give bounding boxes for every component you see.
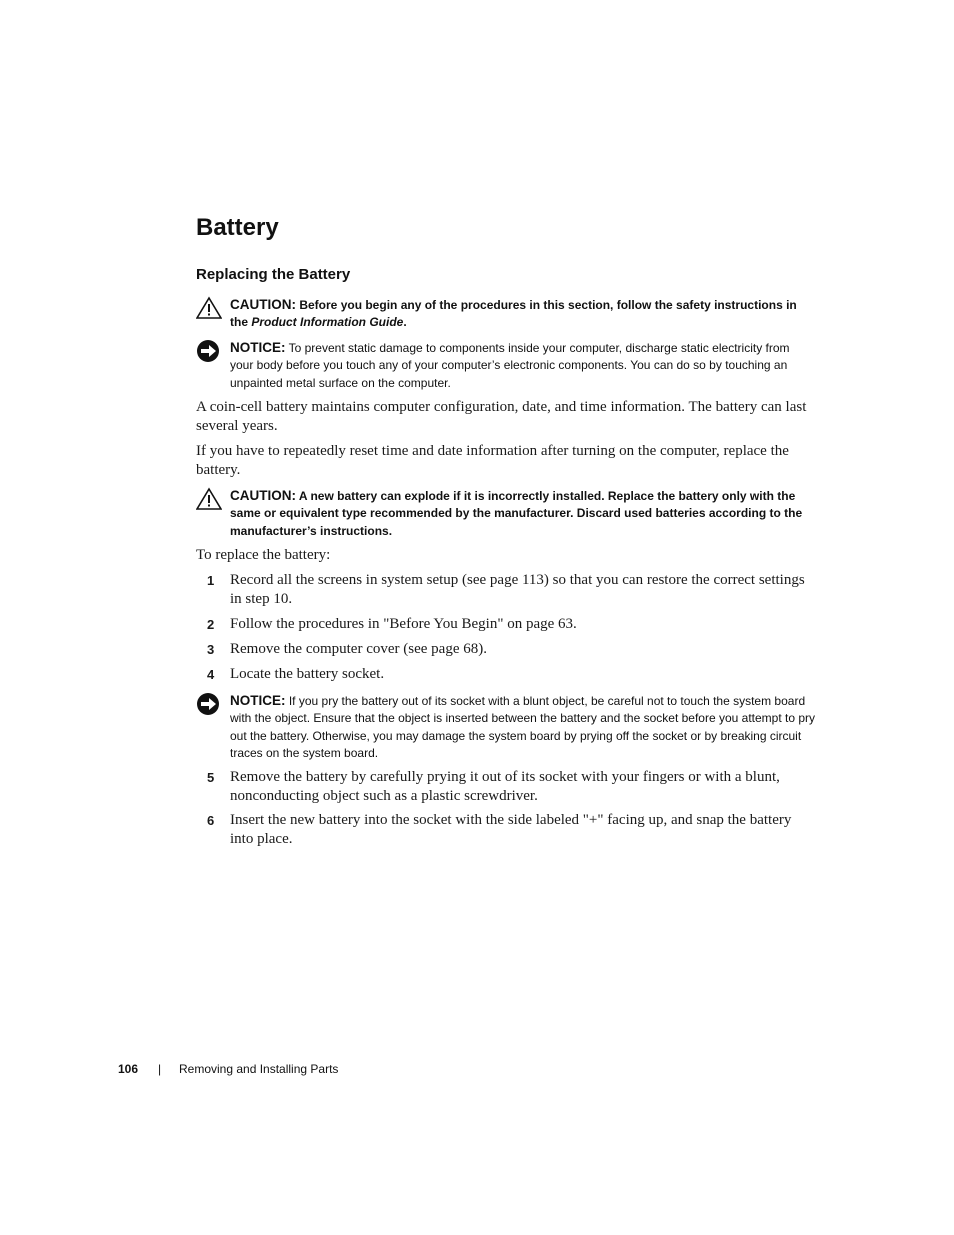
page-number: 106: [118, 1062, 139, 1076]
list-item-step-2: [196, 615, 816, 634]
notice-label: NOTICE:: [230, 340, 286, 355]
warning-icon: [196, 296, 222, 320]
paragraph-reset-info: If you have to repeatedly reset time and date information after turning on the computer, replace the battery.: [196, 443, 789, 478]
step-text: Remove the computer cover (see page 68).: [230, 641, 487, 657]
section-title: Replacing the Battery: [196, 266, 351, 283]
caution-label: CAUTION:: [230, 488, 296, 503]
step-number: 4: [207, 667, 215, 682]
notice-note-1: [196, 339, 816, 392]
caution-text: Before you begin any of the procedures in this section, follow the safety instructions in the: [230, 298, 797, 330]
caution-note-1: [196, 296, 816, 332]
caution-note-2: [196, 487, 816, 540]
step-number: 2: [207, 617, 215, 632]
list-item-step-6: [196, 811, 816, 849]
notice-text: To prevent static damage to components inside your computer, discharge static electricity from your body before you touch any of your computer’s electronic components. You can do so by touching an unpainted metal surface on the computer.: [230, 341, 790, 390]
list-item-step-5: [196, 768, 816, 806]
step-number: 1: [207, 573, 215, 588]
list-item-step-3: [196, 640, 816, 659]
list-item-step-1: [196, 571, 816, 609]
step-text: Remove the battery by carefully prying it out of its socket with your fingers or with a blunt, nonconducting object such as a plastic screwdriver.: [230, 769, 780, 804]
notice-icon: [196, 692, 222, 716]
step-text: Insert the new battery into the socket with the side labeled "+" facing up, and snap the battery into place.: [230, 812, 792, 847]
caution-end: .: [403, 315, 407, 330]
notice-text: If you pry the battery out of its socket with a blunt object, be careful not to touch the system board with the object. Ensure that the object is inserted between the battery and the socket before you attempt to pry out the battery. Otherwise, you may damage the system board by prying off the socket or by breaking circuit traces on the system board.: [230, 694, 816, 760]
page-title: Battery: [196, 214, 279, 241]
notice-note-2: [196, 692, 816, 762]
warning-icon: [196, 487, 222, 511]
footer-section-title: Removing and Installing Parts: [179, 1062, 339, 1076]
step-number: 6: [207, 813, 215, 828]
notice-label: NOTICE:: [230, 693, 286, 708]
paragraph-intro-steps: To replace the battery:: [196, 547, 331, 563]
step-text: Follow the procedures in "Before You Begin" on page 63.: [230, 616, 577, 632]
notice-icon: [196, 339, 222, 363]
step-text: Record all the screens in system setup (see page 113) so that you can restore the correct settings in step 10.: [230, 572, 805, 607]
paragraph-battery-info: A coin-cell battery maintains computer configuration, date, and time information. The battery can last several years.: [196, 399, 807, 434]
guide-title: Product Information Guide: [251, 315, 404, 330]
list-item-step-4: [196, 665, 816, 684]
step-number: 5: [207, 770, 215, 785]
footer-separator: |: [158, 1062, 162, 1076]
step-text: Locate the battery socket.: [230, 666, 385, 682]
caution-label: CAUTION:: [230, 297, 296, 312]
step-number: 3: [207, 642, 215, 657]
caution-text: A new battery can explode if it is incorrectly installed. Replace the battery only with the same or equivalent type recommended by the manufacturer. Discard used batteries according to the manufacturer’s instructions.: [230, 489, 803, 538]
